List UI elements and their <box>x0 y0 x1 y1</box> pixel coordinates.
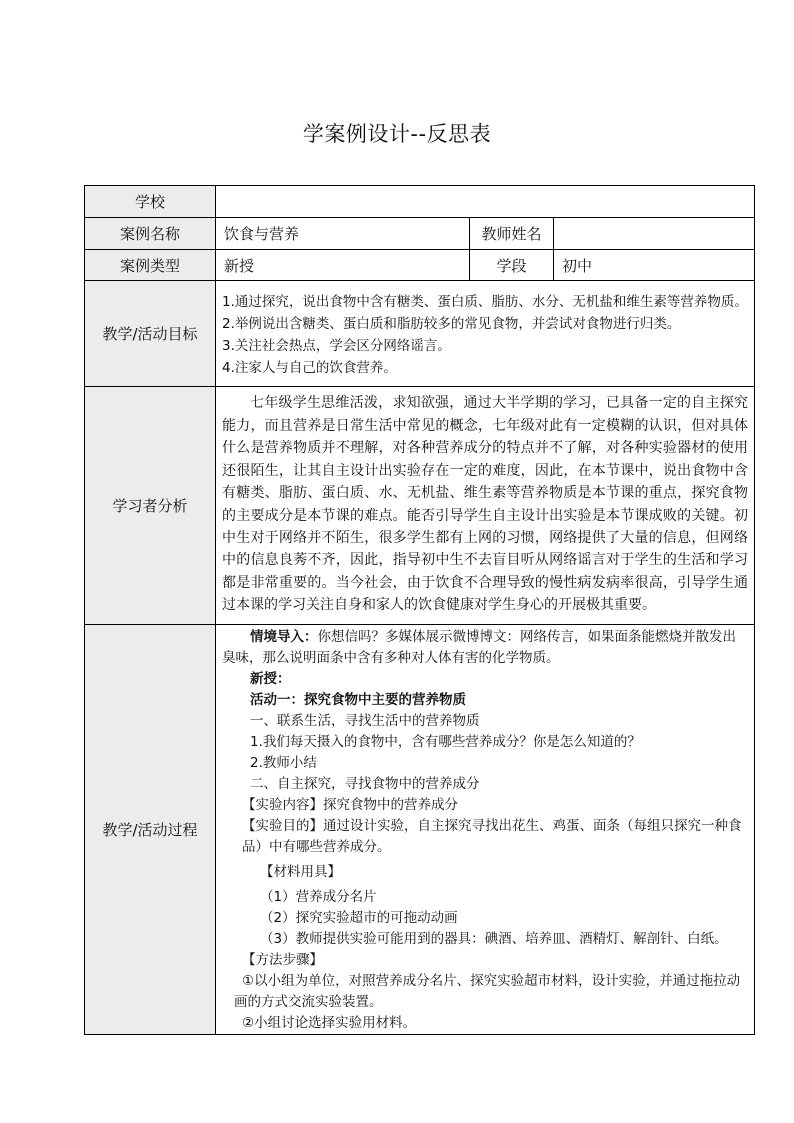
method-item: ②小组讨论选择实验用材料。 <box>242 1015 417 1031</box>
row-school <box>85 186 755 218</box>
material-item: （1）营养成分名片 <box>260 889 377 905</box>
teacher-name-value[interactable] <box>554 218 755 250</box>
goal-item: 2.举例说出含糖类、蛋白质和脂肪较多的常见食物，并尝试对食物进行归类。 <box>222 315 681 332</box>
row-process <box>85 625 755 1035</box>
teacher-name-label: 教师姓名 <box>470 218 554 250</box>
case-name-value[interactable]: 饮食与营养 <box>216 218 470 250</box>
goal-item: 4.注家人与自己的饮食营养。 <box>222 359 397 376</box>
experiment-goal: 【实验目的】通过设计实验，自主探究寻找出花生、鸡蛋、面条（每组只探究一种食品）中有哪些营养成分。 <box>242 818 742 855</box>
scenario-intro <box>222 625 748 669</box>
scenario-intro-heading: 情境导入： <box>250 629 318 645</box>
step-heading: 二、自主探究，寻找食物中的营养成分 <box>250 776 480 792</box>
material-item: （2）探究实验超市的可拖动动画 <box>260 910 458 926</box>
stage-value[interactable]: 初中 <box>554 250 755 281</box>
school-label: 学校 <box>85 186 216 218</box>
process-label: 教学/活动过程 <box>85 625 216 1035</box>
school-value[interactable] <box>216 186 755 218</box>
materials-heading: 【材料用具】 <box>260 864 341 880</box>
method-item: ①以小组为单位，对照营养成分名片、探究实验超市材料，设计实验，并通过拖拉动画的方式交流实验装置。 <box>234 973 741 1010</box>
case-type-value[interactable]: 新授 <box>216 250 470 281</box>
scenario-intro-text: 你想信吗？多媒体展示微博博文：网络传言，如果面条能燃烧并散发出臭味，那么说明面条中含有多种对人体有害的化学物质。 <box>222 629 736 666</box>
question-item: 1.我们每天摄入的食物中，含有哪些营养成分？你是怎么知道的？ <box>250 734 641 750</box>
question-item: 2.教师小结 <box>250 755 317 771</box>
learner-label: 学习者分析 <box>85 387 216 625</box>
goal-item: 1.通过探究，说出食物中含有糖类、蛋白质、脂肪、水分、无机盐和维生素等营养物质。 <box>222 293 748 310</box>
new-lesson-heading: 新授： <box>250 671 291 687</box>
case-name-label: 案例名称 <box>85 218 216 250</box>
document-title: 学案例设计--反思表 <box>302 122 492 146</box>
row-goals <box>85 281 755 387</box>
goals-label: 教学/活动目标 <box>85 281 216 387</box>
process-cell <box>216 625 755 1035</box>
learner-analysis-text: 七年级学生思维活泼，求知欲强，通过大半学期的学习，已具备一定的自主探究能力，而且营养是日常生活中常见的概念，七年级对此有一定模糊的认识，但对具体什么是营养物质并不理解，对各种营养成分的特点并不了解，对各种实验器材的使用还很陌生，让其自主设计出实验存在一定的难度，因此，在本节课中，说出食物中含有糖类、脂肪、蛋白质、水、无机盐、维生素等营养物质是本节课的重点，探究食物的主要成分是本节课的难点。能否引导学生自主设计出实验是本节课成败的关键。初中生对于网络并不陌生，很多学生都有上网的习惯，网络提供了大量的信息，但网络中的信息良莠不齐，因此，指导初中生不去盲目听从网络谣言对于学生的生活和学习都是非常重要的。当今社会，由于饮食不合理导致的慢性病发病率很高，引导学生通过本课的学习关注自身和家人的饮食健康对学生身心的开展极其重要。 <box>216 387 755 625</box>
experiment-content: 【实验内容】探究食物中的营养成分 <box>242 797 458 813</box>
lesson-design-table <box>84 185 755 1035</box>
method-heading: 【方法步骤】 <box>242 952 323 968</box>
goal-item: 3.关注社会热点，学会区分网络谣言。 <box>222 337 451 354</box>
goals-cell <box>216 281 755 387</box>
row-case-name <box>85 218 755 250</box>
activity-heading: 活动一：探究食物中主要的营养物质 <box>250 692 466 708</box>
row-learner-analysis <box>85 387 755 625</box>
stage-label: 学段 <box>470 250 554 281</box>
case-type-label: 案例类型 <box>85 250 216 281</box>
step-heading: 一、联系生活，寻找生活中的营养物质 <box>250 713 480 729</box>
row-case-type <box>85 250 755 281</box>
material-item: （3）教师提供实验可能用到的器具：碘酒、培养皿、酒精灯、解剖针、白纸。 <box>260 931 728 947</box>
